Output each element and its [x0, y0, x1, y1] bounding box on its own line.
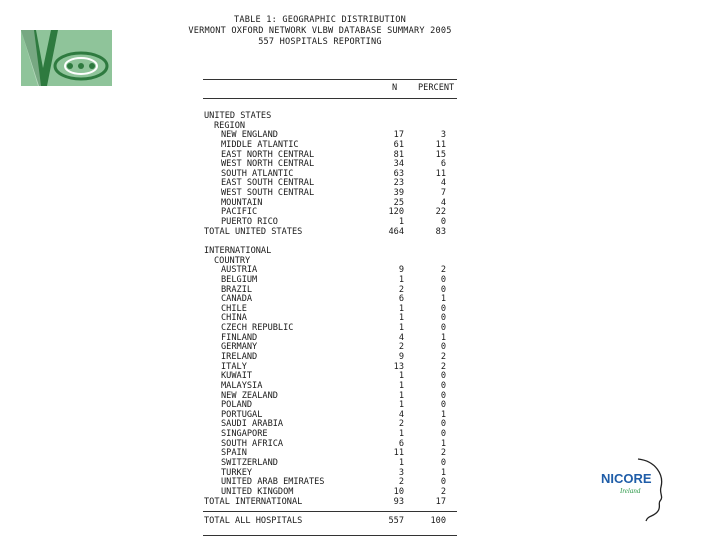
row-percent-value: 7 [440, 188, 446, 199]
row-percent-value: 11 [435, 168, 446, 179]
total-rule [203, 511, 457, 512]
row-percent-value: 17 [435, 496, 446, 507]
row-n-value: 2 [398, 342, 404, 353]
row-n-value: 1 [398, 380, 404, 391]
row-percent-value: 0 [440, 303, 446, 314]
row-n-value: 1 [398, 371, 404, 382]
row-percent-value: 2 [440, 265, 446, 276]
row-percent-value: 1 [440, 438, 446, 449]
row-n-value: 17 [393, 130, 404, 141]
nicore-subtitle: Ireland [620, 487, 641, 495]
row-n-value: 1 [398, 429, 404, 440]
row-label: MALAYSIA [221, 380, 263, 391]
nicore-logo [598, 455, 668, 525]
row-label: SOUTH AFRICA [221, 438, 284, 449]
row-n-value: 1 [398, 390, 404, 401]
row-percent-value: 11 [435, 139, 446, 150]
row-percent-value: 2 [440, 448, 446, 459]
row-label: REGION [214, 120, 246, 131]
row-label: CANADA [221, 294, 253, 305]
row-percent-value: 0 [440, 371, 446, 382]
header-rule-top [203, 79, 457, 80]
header-rule-bottom [203, 98, 457, 99]
row-percent-value: 1 [440, 409, 446, 420]
row-label: UNITED KINGDOM [221, 486, 294, 497]
row-label: FINLAND [221, 332, 258, 343]
row-label: SPAIN [221, 448, 247, 459]
row-percent-value: 0 [440, 274, 446, 285]
row-label: TOTAL INTERNATIONAL [204, 496, 303, 507]
bottom-rule [203, 535, 457, 536]
row-percent-value: 0 [440, 380, 446, 391]
row-label: MIDDLE ATLANTIC [221, 139, 299, 150]
row-percent-value: 0 [440, 217, 446, 228]
row-percent-value: 0 [440, 458, 446, 469]
row-percent-value: 0 [440, 284, 446, 295]
row-n-value: 11 [393, 448, 404, 459]
row-percent-value: 4 [440, 178, 446, 189]
row-percent-value: 83 [435, 226, 446, 237]
row-label: SWITZERLAND [221, 458, 278, 469]
row-label: UNITED ARAB EMIRATES [221, 477, 325, 488]
row-percent-value: 0 [440, 342, 446, 353]
row-n-value: 557 [388, 515, 404, 526]
row-label: IRELAND [221, 352, 258, 362]
row-label: NEW ENGLAND [221, 130, 278, 141]
row-label: SOUTH ATLANTIC [221, 168, 294, 179]
row-percent-value: 0 [440, 323, 446, 334]
row-label: EAST SOUTH CENTRAL [221, 178, 315, 189]
row-n-value: 1 [398, 458, 404, 469]
vermont-oxford-logo [21, 30, 112, 86]
row-n-value: 1 [398, 217, 404, 228]
nicore-wordmark: NICORE [601, 471, 652, 486]
row-label: CHINA [221, 313, 247, 324]
row-label: NEW ZEALAND [221, 390, 278, 401]
row-n-value: 6 [398, 438, 404, 449]
row-percent-value: 1 [440, 332, 446, 343]
row-n-value: 81 [393, 149, 404, 160]
row-n-value: 1 [398, 313, 404, 324]
row-label: TURKEY [221, 467, 253, 478]
row-percent-value: 0 [440, 390, 446, 401]
row-percent-value: 100 [430, 515, 446, 526]
row-percent-value: 0 [440, 313, 446, 324]
row-label: PUERTO RICO [221, 217, 278, 228]
row-n-value: 23 [393, 178, 404, 189]
row-percent-value: 2 [440, 361, 446, 372]
row-percent-value: 6 [440, 159, 446, 170]
row-label: CZECH REPUBLIC [221, 323, 294, 334]
row-label: TOTAL UNITED STATES [204, 226, 303, 237]
row-label: COUNTRY [214, 255, 251, 266]
row-label: POLAND [221, 400, 253, 411]
row-label: AUSTRIA [221, 265, 258, 276]
row-percent-value: 0 [440, 419, 446, 430]
row-percent-value: 22 [435, 207, 446, 218]
row-n-value: 1 [398, 400, 404, 411]
row-percent-value: 4 [440, 197, 446, 208]
row-label: SINGAPORE [221, 429, 268, 440]
row-percent-value: 0 [440, 429, 446, 440]
row-label: BELGIUM [221, 274, 258, 285]
row-label: MOUNTAIN [221, 197, 263, 208]
row-n-value: 61 [393, 139, 404, 150]
row-n-value: 10 [393, 486, 404, 497]
row-n-value: 39 [393, 188, 404, 199]
table-hospitals-reporting: 557 HOSPITALS REPORTING [258, 37, 382, 47]
row-percent-value: 1 [440, 467, 446, 478]
row-n-value: 2 [398, 284, 404, 295]
column-header-n: N [392, 83, 398, 93]
row-percent-value: 1 [440, 294, 446, 305]
row-n-value: 25 [393, 197, 404, 208]
row-n-value: 1 [398, 274, 404, 285]
row-n-value: 2 [398, 419, 404, 430]
row-percent-value: 3 [440, 130, 446, 141]
row-label: CHILE [221, 303, 247, 314]
row-label: TOTAL ALL HOSPITALS [204, 515, 303, 526]
row-percent-value: 0 [440, 477, 446, 488]
row-label: WEST NORTH CENTRAL [221, 159, 315, 170]
column-header-percent: PERCENT [418, 83, 455, 93]
row-n-value: 6 [398, 294, 404, 305]
row-n-value: 464 [388, 226, 404, 237]
row-n-value: 2 [398, 477, 404, 488]
row-label: PACIFIC [221, 207, 258, 218]
row-percent-value: 2 [440, 352, 446, 362]
row-n-value: 93 [393, 496, 404, 507]
row-n-value: 63 [393, 168, 404, 179]
row-n-value: 4 [398, 332, 404, 343]
row-label: EAST NORTH CENTRAL [221, 149, 315, 160]
row-label: WEST SOUTH CENTRAL [221, 188, 315, 199]
row-label: PORTUGAL [221, 409, 263, 420]
row-percent-value: 2 [440, 486, 446, 497]
row-label: BRAZIL [221, 284, 253, 295]
row-label: GERMANY [221, 342, 258, 353]
row-n-value: 4 [398, 409, 404, 420]
row-n-value: 9 [398, 265, 404, 276]
row-n-value: 1 [398, 323, 404, 334]
row-percent-value: 15 [435, 149, 446, 160]
row-label: UNITED STATES [204, 111, 272, 121]
row-n-value: 1 [398, 303, 404, 314]
row-label: KUWAIT [221, 371, 253, 382]
row-n-value: 3 [398, 467, 404, 478]
row-label: ITALY [221, 361, 247, 372]
row-n-value: 34 [393, 159, 404, 170]
row-n-value: 13 [393, 361, 404, 372]
row-label: SAUDI ARABIA [221, 419, 284, 430]
table-title: TABLE 1: GEOGRAPHIC DISTRIBUTION [234, 15, 406, 25]
row-n-value: 120 [388, 207, 404, 218]
row-n-value: 9 [398, 352, 404, 362]
row-percent-value: 0 [440, 400, 446, 411]
table-subtitle: VERMONT OXFORD NETWORK VLBW DATABASE SUMMARY 2005 [188, 26, 452, 36]
row-label: INTERNATIONAL [204, 245, 272, 256]
